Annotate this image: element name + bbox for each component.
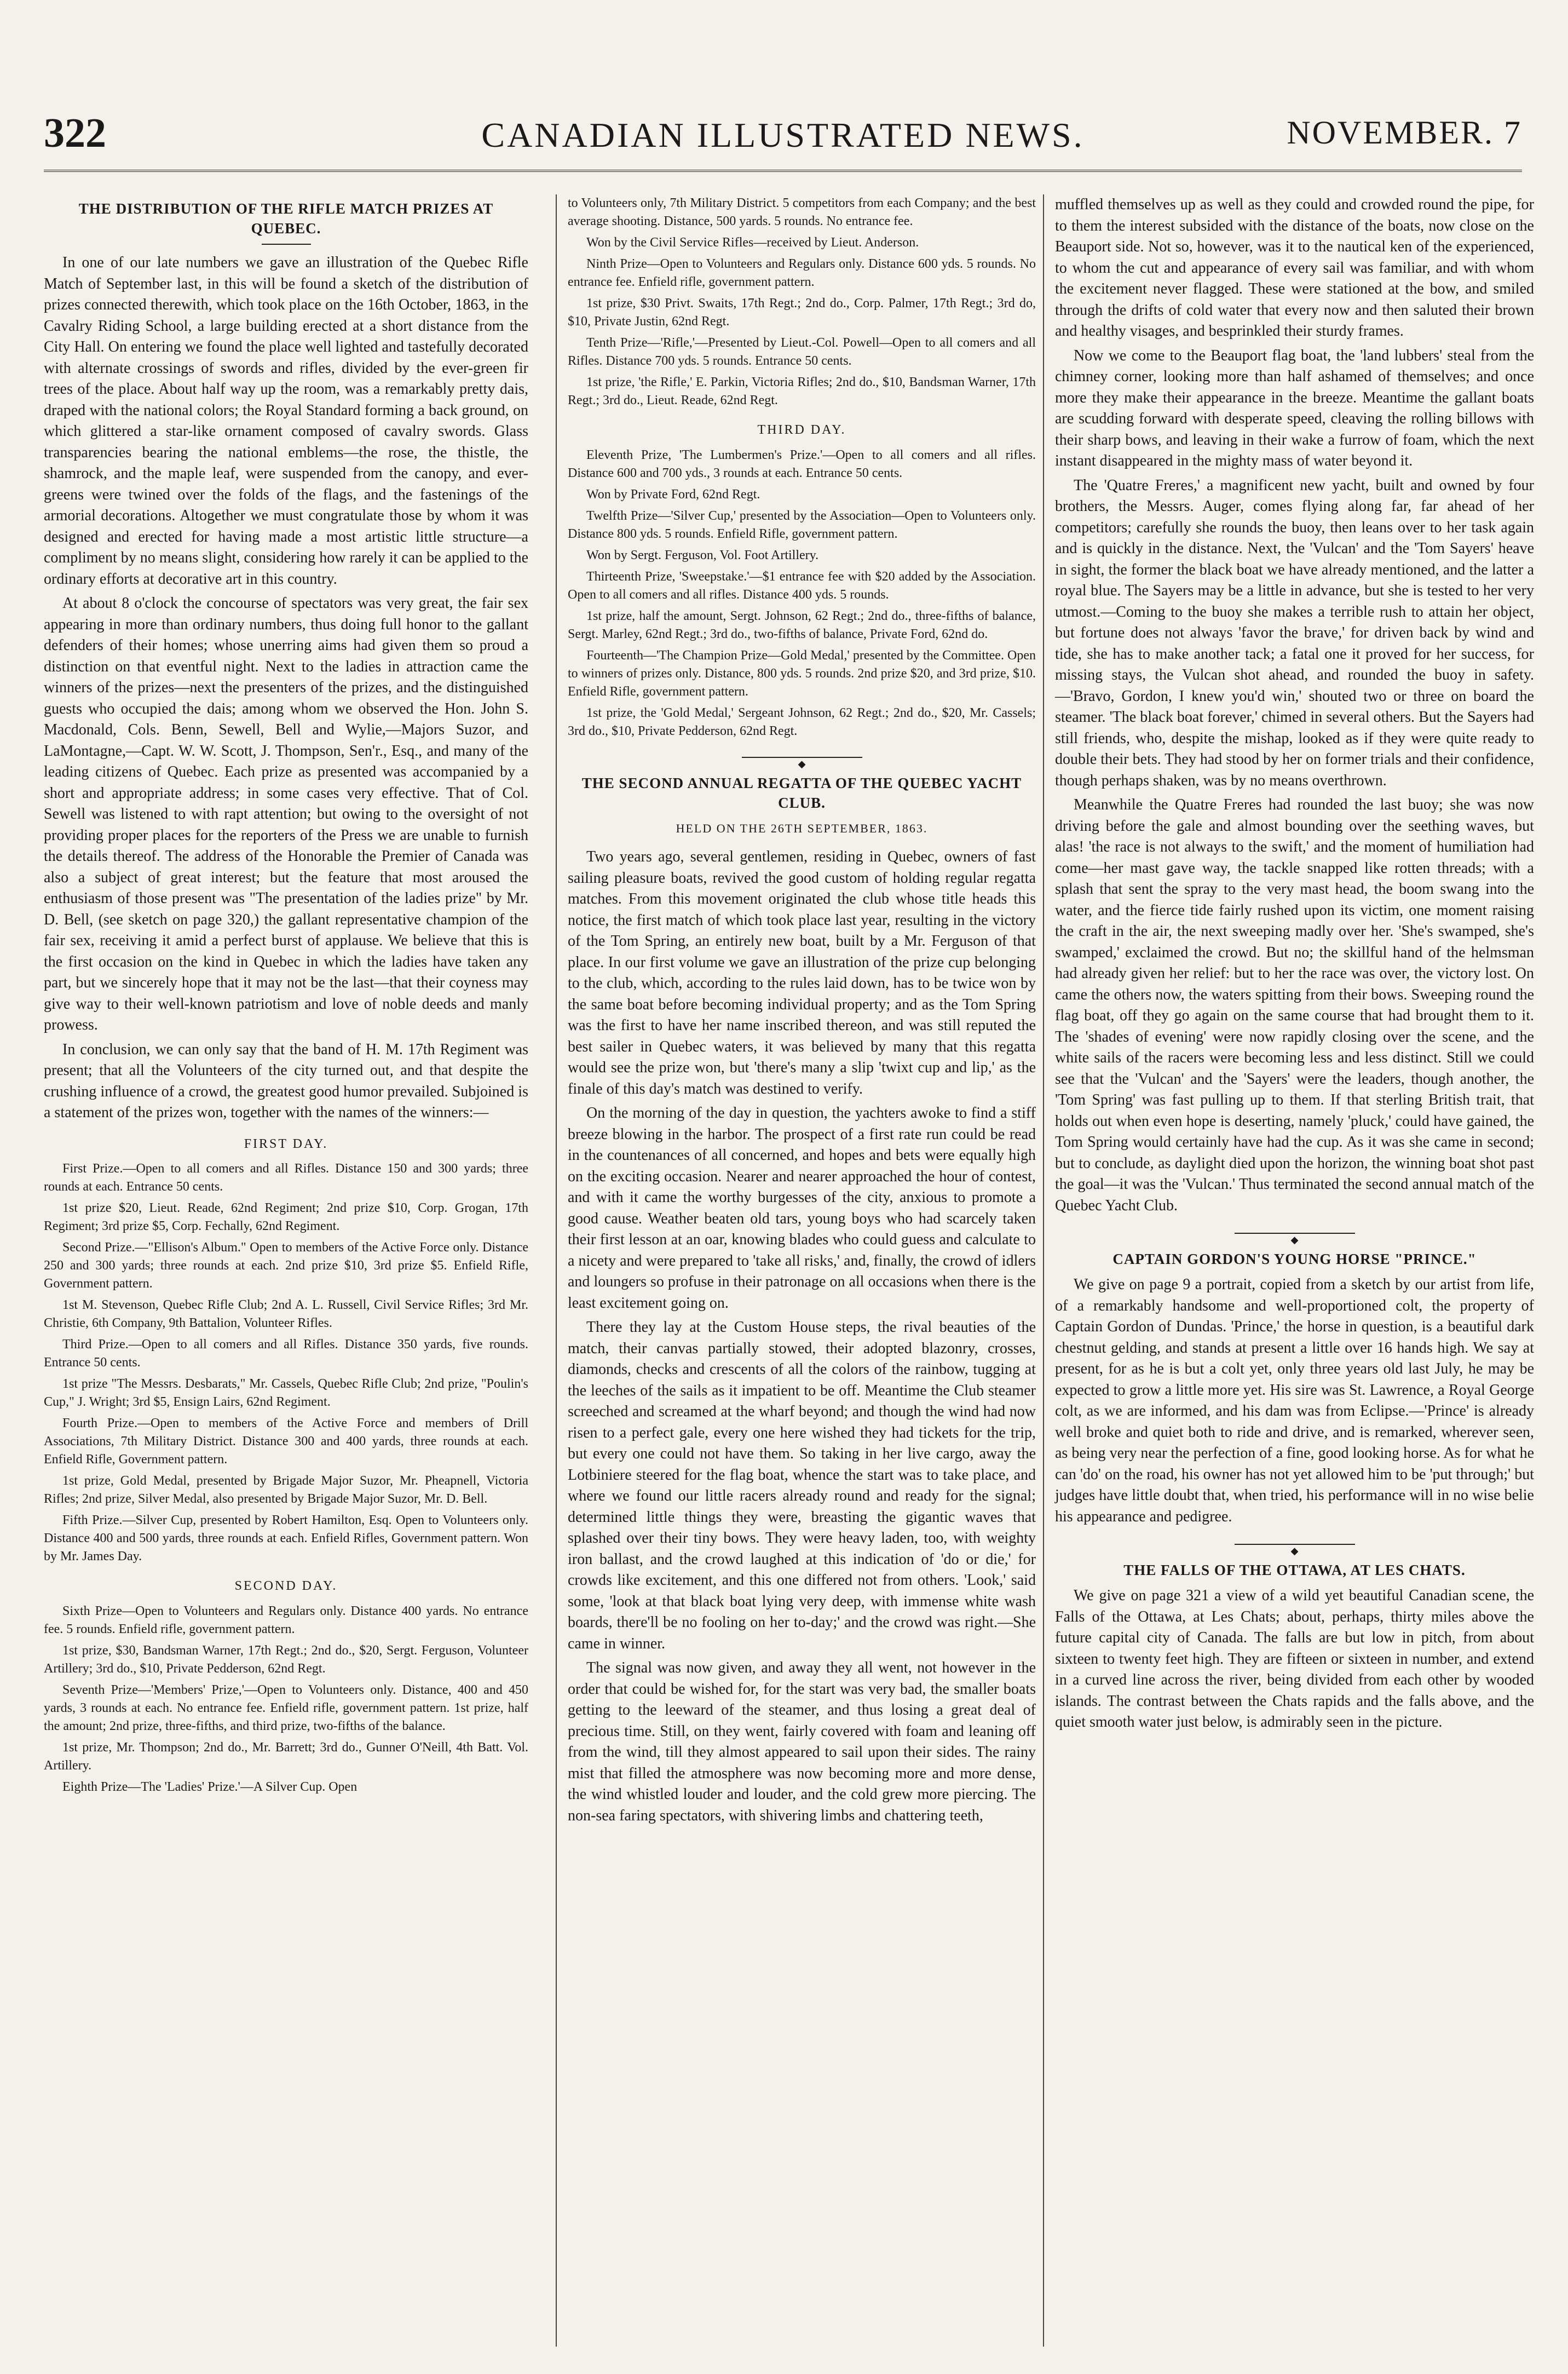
newspaper-title: CANADIAN ILLUSTRATED NEWS. xyxy=(481,116,1085,154)
section-divider: ◆ xyxy=(742,752,862,762)
prize-entry: Fourth Prize.—Open to members of the Active Force and members of Drill Associations, 7th Military District. Distance 300 and 400 yards, three rounds at each. Enfield Rifle, Government pattern. xyxy=(44,1416,528,1467)
prize-entry: Tenth Prize—'Rifle,'—Presented by Lieut.-Col. Powell—Open to all comers and all Rifles. Distance 700 yds. 5 rounds. Entrance 50 cents. xyxy=(568,336,1036,368)
article-paragraph: On the morning of the day in question, the yachters awoke to find a stiff breeze blowing in the harbor. The prospect of a first rate run could be read in the countenances of all concerned, and hopes and bets were equally high on the exciting occasion. Nearer and nearer approached the hour of contest, and with it came the worthy burgesses of the city, anxious to promote a good cause. Weather beaten old tars, young boys who had scarcely taken their first lesson at an oar, knowing blades who could guess and calculate to a nicety and were prepared to 'take all risks,' and, finally, the crowd of idlers and loungers so profuse in their patronage on all occasions when there is the least excitement going on. xyxy=(568,1105,1036,1312)
prize-entry: Eleventh Prize, 'The Lumbermen's Prize.'—Open to all comers and all rifles. Distance 600 and 700 yds., 3 rounds at each. Entrance 50 cents. xyxy=(568,447,1036,480)
article-heading-falls: THE FALLS OF THE OTTAWA, AT LES CHATS. xyxy=(1123,1562,1466,1578)
prize-entry: 1st prize, the 'Gold Medal,' Sergeant Johnson, 62 Regt.; 2nd do., $20, Mr. Cassels; 3rd do., $10, Private Pedderson, 62nd Regt. xyxy=(568,705,1036,738)
prize-entry: Twelfth Prize—'Silver Cup,' presented by the Association—Open to Volunteers only. Distance 800 yds. 5 rounds. Enfield Rifle, government pattern. xyxy=(568,508,1036,541)
prize-entry: Thirteenth Prize, 'Sweepstake.'—$1 entrance fee with $20 added by the Association. Open to all comers and all rifles. Distance 400 yds. 5 rounds. xyxy=(568,569,1036,602)
prize-entry: 1st prize, Gold Medal, presented by Brigade Major Suzor, Mr. Pheapnell, Victoria Rifles; 2nd prize, Silver Medal, also presented by Brigade Major Suzor, Mr. D. Bell. xyxy=(44,1474,528,1506)
section-subheading: FIRST DAY. xyxy=(244,1136,328,1151)
column-1 xyxy=(44,194,528,2347)
prize-entry: 1st prize, half the amount, Sergt. Johnson, 62 Regt.; 2nd do., three-fifths of balance, Sergt. Marley, 62nd Regt.; 3rd do., two-fifths of balance, Private Ford, 62nd do. xyxy=(568,608,1036,641)
prize-entry: Won by the Civil Service Rifles—received by Lieut. Anderson. xyxy=(586,235,919,250)
prize-entry: Fifth Prize.—Silver Cup, presented by Robert Hamilton, Esq. Open to Volunteers only. Distance 400 and 500 yards, three rounds at each. Enfield Rifles, Government pattern. Won by Mr. James Day. xyxy=(44,1513,528,1563)
article-paragraph: We give on page 321 a view of a wild yet beautiful Canadian scene, the Falls of the Ottawa, at Les Chats; about, perhaps, thirty miles above the future capital city of Canada. The falls are but low in pitch, from about sixteen to twenty feet high. They are fifteen or sixteen in number, and extend in a curved line across the river, being divided from each other by wooded islands. The contrast between the Chats rapids and the falls above, and the quiet smooth water just below, is admirably seen in the picture. xyxy=(1055,1587,1534,1731)
prize-entry: Second Prize.—"Ellison's Album." Open to members of the Active Force only. Distance 250 and 300 yards; three rounds at each. 2nd prize $10, 3rd prize $5. Enfield Rifle, Government pattern. xyxy=(44,1240,528,1291)
article-paragraph: The signal was now given, and away they all went, not however in the order that could be wished for, for the start was very bad, the smaller boats getting to the leeward of the steamer, and thus losing a great deal of precious time. Still, on they went, fairly covered with foam and leaning off from the wind, till they almost appeared to sail upon their sides. The rainy mist that filled the atmosphere was now becoming more and more dense, the wind whistled louder and louder, and the cold grew more piercing. The non-sea faring spectators, with shivering limbs and chattering teeth, xyxy=(568,1659,1036,1824)
issue-date: NOVEMBER. 7 xyxy=(1287,114,1522,151)
article-dateline: HELD ON THE 26TH SEPTEMBER, 1863. xyxy=(676,821,928,835)
prize-entry: 1st prize, Mr. Thompson; 2nd do., Mr. Barrett; 3rd do., Gunner O'Neill, 4th Batt. Vol. Artillery. xyxy=(44,1740,528,1773)
article-paragraph: Now we come to the Beauport flag boat, the 'land lubbers' steal from the chimney corner, looking more than half ashamed of themselves; and once more they make their appearance in the breeze. Meantime the gallant boats are scudding forward with desperate speed, cleaving the rolling billows with their sharp bows, and leaving in their wake a furrow of foam, which the next instant disappeared in the mighty mass of water beyond it. xyxy=(1055,347,1534,469)
article-paragraph: muffled themselves up as well as they could and crowded round the pipe, for to them the interest subsided with the distance of the boats, now close on the Beauport side. Not so, however, was it to the nautical ken of the experienced, to whom the cut and appearance of every sail was familiar, and with whom the excitement never flagged. These were stationed at the bow, and smiled through the drifts of cold water that every now and then saluted their brown and healthy visages, and besprinkled their sturdy frames. xyxy=(1055,196,1534,340)
prize-entry: 1st prize "The Messrs. Desbarats," Mr. Cassels, Quebec Rifle Club; 2nd prize, "Poulin's Cup," J. Wright; 3rd $5, Ensign Lairs, 62nd Regiment. xyxy=(44,1377,528,1409)
article-paragraph: In conclusion, we can only say that the band of H. M. 17th Regiment was present; that all the Volunteers of the city turned out, and that despite the crushing influence of a crowd, the greatest good humor prevailed. Subjoined is a statement of the prizes won, together with the names of the winners:— xyxy=(44,1041,528,1121)
prize-entry: Won by Private Ford, 62nd Regt. xyxy=(586,487,760,502)
prize-entry: Won by Sergt. Ferguson, Vol. Foot Artillery. xyxy=(586,548,819,562)
prize-entry: 1st M. Stevenson, Quebec Rifle Club; 2nd A. L. Russell, Civil Service Rifles; 3rd Mr. Christie, 6th Company, 9th Battalion, Volunteer Rifles. xyxy=(44,1298,528,1330)
article-heading-regatta: THE SECOND ANNUAL REGATTA OF THE QUEBEC YACHT CLUB. xyxy=(581,774,1022,811)
prize-entry: 1st prize $20, Lieut. Reade, 62nd Regiment; 2nd prize $10, Corp. Grogan, 17th Regiment; 3rd prize $5, Corp. Fechally, 62nd Regiment. xyxy=(44,1201,528,1233)
column-3 xyxy=(1043,194,1534,2347)
article-heading-horse: CAPTAIN GORDON'S YOUNG HORSE "PRINCE." xyxy=(1112,1251,1477,1267)
section-divider: ◆ xyxy=(1235,1539,1355,1549)
prize-entry: 1st prize, $30 Privt. Swaits, 17th Regt.; 2nd do., Corp. Palmer, 17th Regt.; 3rd do, $10, Private Justin, 62nd Regt. xyxy=(568,296,1036,329)
prize-entry: Seventh Prize—'Members' Prize,'—Open to Volunteers only. Distance, 400 and 450 yards, 3 rounds at each. No entrance fee. Enfield rifle, government pattern. 1st prize, half the amount; 2nd prize, three-fifths, and third prize, two-fifths of the balance. xyxy=(44,1682,528,1733)
prize-entry: Eighth Prize—The 'Ladies' Prize.'—A Silver Cup. Open xyxy=(62,1779,358,1794)
article-paragraph: There they lay at the Custom House steps, the rival beauties of the match, their canvas partially stowed, their adopted blazonry, crosses, diamonds, checks and crescents of all the colors of the rainbow, tugging at the leeches of the sails as it impatient to be off. Meantime the Club steamer screeched and screamed at the wharf beyond; and though the wind had now risen to a perfect gale, every one here wished they had tickets for the trip, but every one could not have them. So taking in her live cargo, away the Lotbiniere steered for the flag boat, whence the start was to take place, and where we found our little racers already round and ready for the signal; determined little things they were, breasting the gigantic waves that splashed over their tiny bows. They were heavy laden, too, with weighty iron ballast, and the crowd laughed at this indication of 'do or die,' for crowds like excitement, and this one differed not from others. 'Look,' said some, 'look at that black boat lying very deep, with immense white wash boards, there'll be no fooling on her to-day;' and the crowd was right.—She came in winner. xyxy=(568,1319,1036,1652)
masthead xyxy=(44,110,1522,172)
section-divider: ◆ xyxy=(1235,1228,1355,1238)
heading-rule xyxy=(262,244,311,245)
article-paragraph: In one of our late numbers we gave an illustration of the Quebec Rifle Match of September last, in this will be found a sketch of the distribution of prizes connected therewith, which took place on the 16th October, 1863, in the Cavalry Riding School, a large building erected at a short distance from the City Hall. On entering we found the place well lighted and tastefully decorated with alternate crossings of swords and rifles, divided by the ever-green fir trees of the place. About half way up the room, was a remarkably pretty dais, draped with the national colors; the Royal Standard forming a back ground, on which glittered a star-like ornament composed of cavalry swords. Glass transparencies bearing the national emblems—the rose, the thistle, the shamrock, and the maple leaf, were suspended from the canopy, and ever-greens were twined over the folds of the flags, and the fastenings of the armorial decorations. Altogether we must congratulate those by whom it was designed and erected for having made a most artistic little structure—a compliment by no means slight, considering how rarely it can be applied to the ordinary efforts at decorative art in this country. xyxy=(44,254,528,588)
prize-entry: Sixth Prize—Open to Volunteers and Regulars only. Distance 400 yards. No entrance fee. 5 rounds. Enfield rifle, government pattern. xyxy=(44,1603,528,1636)
prize-entry: First Prize.—Open to all comers and all Rifles. Distance 150 and 300 yards; three rounds at each. Entrance 50 cents. xyxy=(44,1162,528,1194)
article-paragraph: At about 8 o'clock the concourse of spectators was very great, the fair sex appearing in more than ordinary numbers, thus doing full honor to the gallant defenders of their homes; whose unerring aims had given them so proud a distinction on that eventful night. Next to the ladies in attraction came the winners of the prizes—next the presenters of the prizes, and the distinguished guests who occupied the dais; among whom we observed the Hon. John S. Macdonald, Cols. Benn, Sewell, Bell and Wylie,—Majors Suzor, and LaMontagne,—Capt. W. W. Scott, J. Thompson, Sen'r., Esq., and many of the leading citizens of Quebec. Each prize as presented was accompanied by a short and appropriate address; in some cases very effective. That of Col. Sewell was listened to with rapt attention; but owing to the oversight of not providing proper places for the reporters of the Press we are unable to furnish the details thereof. The address of the Honorable the Premier of Canada was also a subject of great interest; but the feature that most aroused the enthusiasm of those present was "The presentation of the ladies prize" by Mr. D. Bell, (see sketch on page 320,) the gallant representative champion of the fair sex, receiving it amid a perfect burst of applause. We believe that this is the first occasion on the kind in Quebec in which the ladies have taken any part, but we sincerely hope that it may not be the last—that their coyness may give way to their well-known patriotism and love of noble deeds and manly prowess. xyxy=(44,595,528,1033)
article-paragraph: Meanwhile the Quatre Freres had rounded the last buoy; she was now driving before the gale and almost bounding over the seething waves, but alas! 'the race is not always to the swift,' and the moment of humiliation had come—her mast gave way, the tackle snapped like rotten threads; with a splash that sent the spray to the very mast head, the boom swang into the water, and the fierce tide fairly rushed upon its victim, one moment raising the craft in the air, the next sweeping madly over her. 'She's swamped, she's swamped,' exclaimed the crowd. But no; the skillful hand of the helmsman had already given her relief: but to her the race was over, the victory lost. On came the others now, the waters spitting from their bows. Sweeping round the flag boat, off they go again on the same course that had brought them to it. The 'shades of evening' were now rapidly closing over the scene, and the white sails of the racers were becoming less and less distinct. Still we could see that the 'Vulcan' and the 'Sayers' were the leaders, though another, the 'Tom Spring' was fast pulling up to them. If that sterling British trait, that holds out when even hope is deserting, namely 'pluck,' could have gained, the Tom Spring would certainly have had the cup. As it was she came in second; but to conclude, as daylight died upon the horizon, the winning boat shot past the goal—it was the 'Vulcan.' Thus terminated the second annual match of the Quebec Yacht Club. xyxy=(1055,796,1534,1214)
prize-entry: 1st prize, 'the Rifle,' E. Parkin, Victoria Rifles; 2nd do., $10, Bandsman Warner, 17th Regt.; 3rd do., Lieut. Reade, 62nd Regt. xyxy=(568,375,1036,407)
article-paragraph: We give on page 9 a portrait, copied from a sketch by our artist from life, of a remarkably handsome and well-proportioned colt, the property of Captain Gordon of Dundas. 'Prince,' the horse in question, is a beautiful dark chestnut gelding, and stands at present a little over 16 hands high. We say at present, for as he is but a colt yet, only three years old last July, he may be expected to grow a little more yet. His sire was St. Lawrence, a Royal George colt, as we are informed, and his dam was from Eclipse.—'Prince' is already well broke and quiet both to ride and drive, and is remarked, wherever seen, as being very near the perfection of a fine, good looking horse. As for what he can 'do' on the road, his owner has not yet allowed him to be 'put through;' but judges have little doubt that, when tried, his performance will in no wise belie his appearance and pedigree. xyxy=(1055,1276,1534,1525)
prize-entry: Fourteenth—'The Champion Prize—Gold Medal,' presented by the Committee. Open to winners of prizes only. Distance, 800 yds. 5 rounds. 2nd prize $20, and 3rd prize, $10. Enfield Rifle, government pattern. xyxy=(568,648,1036,699)
prize-entry: to Volunteers only, 7th Military District. 5 competitors from each Company; and the best average shooting. Distance, 500 yards. 5 rounds. No entrance fee. xyxy=(568,196,1036,228)
article-paragraph: The 'Quatre Freres,' a magnificent new yacht, built and owned by four brothers, the Messrs. Auger, comes flying along far, far ahead of her competitors; carefully she rounds the buoy, then leans over to her task again and is quickly in the distance. Next, the 'Vulcan' and the 'Tom Sayers' heave in sight, the former the black boat we have already mentioned, and the latter a royal blue. The Sayers may be a little in advance, but she is tested to her very utmost.—Coming to the buoy she makes a terrible rush to attain her object, but fortune does not always 'favor the brave,' for driven back by wind and tide, she has to make another tack; a fatal one it proved for her success, for missing stays, the Vulcan shot ahead, and rounded the buoy in safety.—'Bravo, Gordon, I knew you'd win,' shouted two or three on board the steamer. 'The black boat forever,' chimed in several others. But the Sayers had still friends, who, despite the mishap, looked as if they were quite ready to double their bets. They had stood by her on former trials and their confidence, though perhaps shaken, was by no means overthrown. xyxy=(1055,476,1534,789)
prize-entry: Ninth Prize—Open to Volunteers and Regulars only. Distance 600 yds. 5 rounds. No entrance fee. Enfield rifle, government pattern. xyxy=(568,257,1036,289)
article-paragraph: Two years ago, several gentlemen, residing in Quebec, owners of fast sailing pleasure boats, revived the good custom of holding regular regatta matches. From this movement originated the club whose title heads this notice, the first match of which took place last year, resulting in the victory of the Tom Spring, an entirely new boat, built by a Mr. Ferguson of that place. In our first volume we gave an illustration of the prize cup belonging to the club, which, according to the rules laid down, has to be twice won by the same boat before becoming individual property; and as the Tom Spring was the first to have her name inscribed thereon, and was still reputed the best sailer in Quebec waters, it was believed by many that this regatta would see the prize won, but 'there's many a slip 'twixt cup and lip,' as the finale of this day's match was destined to verify. xyxy=(568,848,1036,1097)
article-heading-rifle-prizes: THE DISTRIBUTION OF THE RIFLE MATCH PRIZES AT QUEBEC. xyxy=(78,200,494,237)
section-subheading: THIRD DAY. xyxy=(757,423,846,437)
column-2 xyxy=(556,194,1036,2347)
page-number: 322 xyxy=(44,110,106,156)
prize-entry: Third Prize.—Open to all comers and all Rifles. Distance 350 yards, five rounds. Entrance 50 cents. xyxy=(44,1337,528,1370)
section-subheading: SECOND DAY. xyxy=(234,1579,338,1593)
prize-entry: 1st prize, $30, Bandsman Warner, 17th Regt.; 2nd do., $20, Sergt. Ferguson, Volunteer Artillery; 3rd do., $10, Private Pedderson, 62nd Regt. xyxy=(44,1643,528,1676)
